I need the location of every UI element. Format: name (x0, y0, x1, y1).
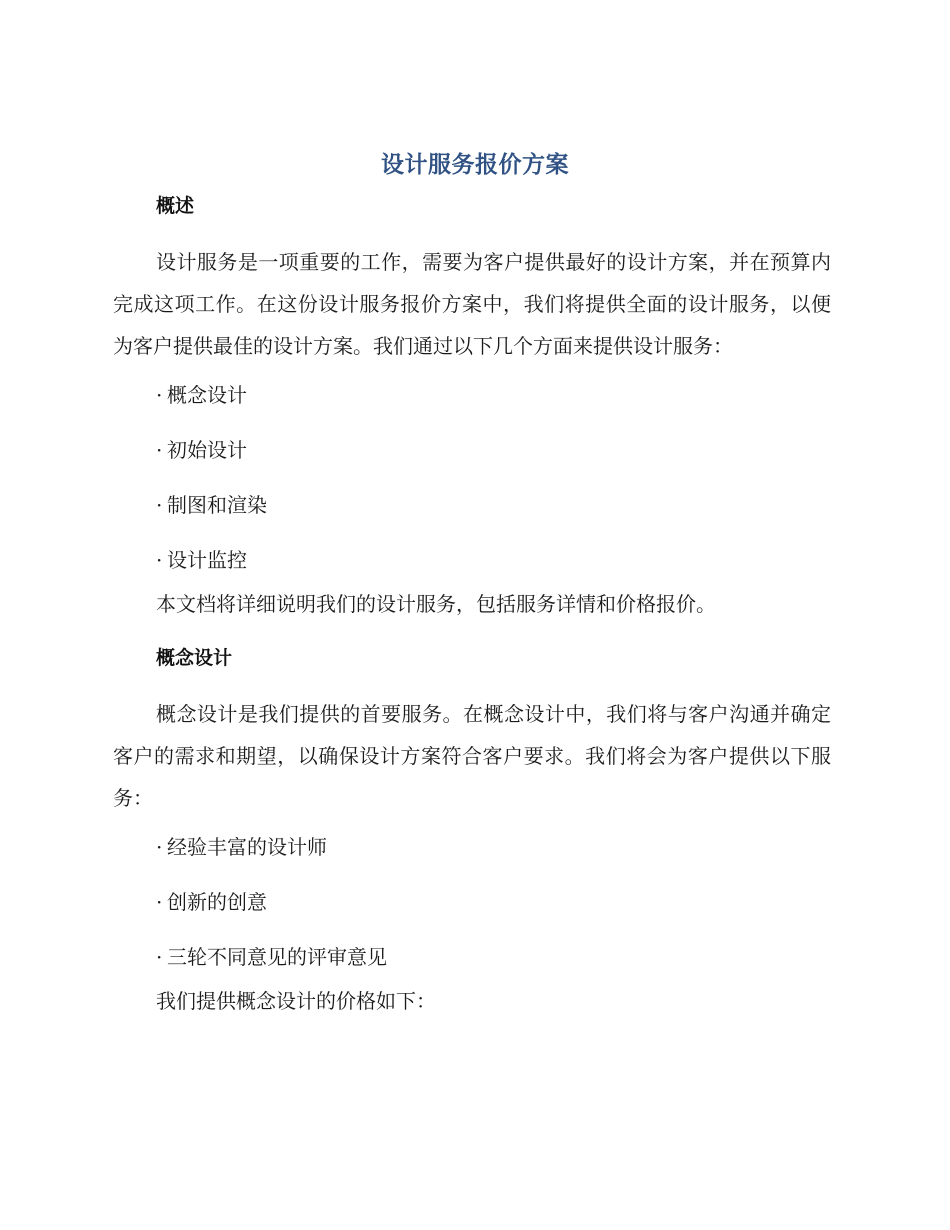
bullet-mark: · (156, 835, 163, 859)
list-item (156, 489, 831, 521)
list-item-text: 概念设计 (167, 383, 247, 407)
list-item (156, 434, 831, 466)
document-title: 设计服务报价方案 (381, 152, 569, 178)
bullet-mark: · (156, 890, 163, 914)
list-item-text: 三轮不同意见的评审意见 (167, 945, 387, 969)
list-item-text: 设计监控 (167, 548, 247, 572)
overview-intro-paragraph: 设计服务是一项重要的工作，需要为客户提供最好的设计方案，并在预算内完成这项工作。在这份设计服务报价方案中，我们将提供全面的设计服务，以便为客户提供最佳的设计方案。我们通过以下几个方面来提供设计服务： (113, 250, 831, 358)
list-item (156, 379, 831, 411)
list-item (156, 831, 831, 863)
list-item (156, 544, 831, 576)
concept-intro-paragraph: 概念设计是我们提供的首要服务。在概念设计中，我们将与客户沟通并确定客户的需求和期望，以确保设计方案符合客户要求。我们将会为客户提供以下服务： (113, 702, 831, 810)
list-item-text: 创新的创意 (167, 890, 267, 914)
document-body (113, 190, 831, 1039)
concept-price-intro-paragraph: 我们提供概念设计的价格如下： (156, 989, 436, 1013)
list-item (156, 886, 831, 918)
list-item (156, 941, 831, 973)
list-item-text: 制图和渲染 (167, 493, 267, 517)
bullet-mark: · (156, 438, 163, 462)
list-item-text: 经验丰富的设计师 (167, 835, 327, 859)
section-heading-concept: 概念设计 (156, 647, 233, 669)
bullet-mark: · (156, 383, 163, 407)
bullet-mark: · (156, 548, 163, 572)
overview-closing-paragraph: 本文档将详细说明我们的设计服务，包括服务详情和价格报价。 (156, 592, 716, 616)
section-heading-overview: 概述 (156, 195, 195, 217)
bullet-mark: · (156, 493, 163, 517)
bullet-mark: · (156, 945, 163, 969)
list-item-text: 初始设计 (167, 438, 247, 462)
